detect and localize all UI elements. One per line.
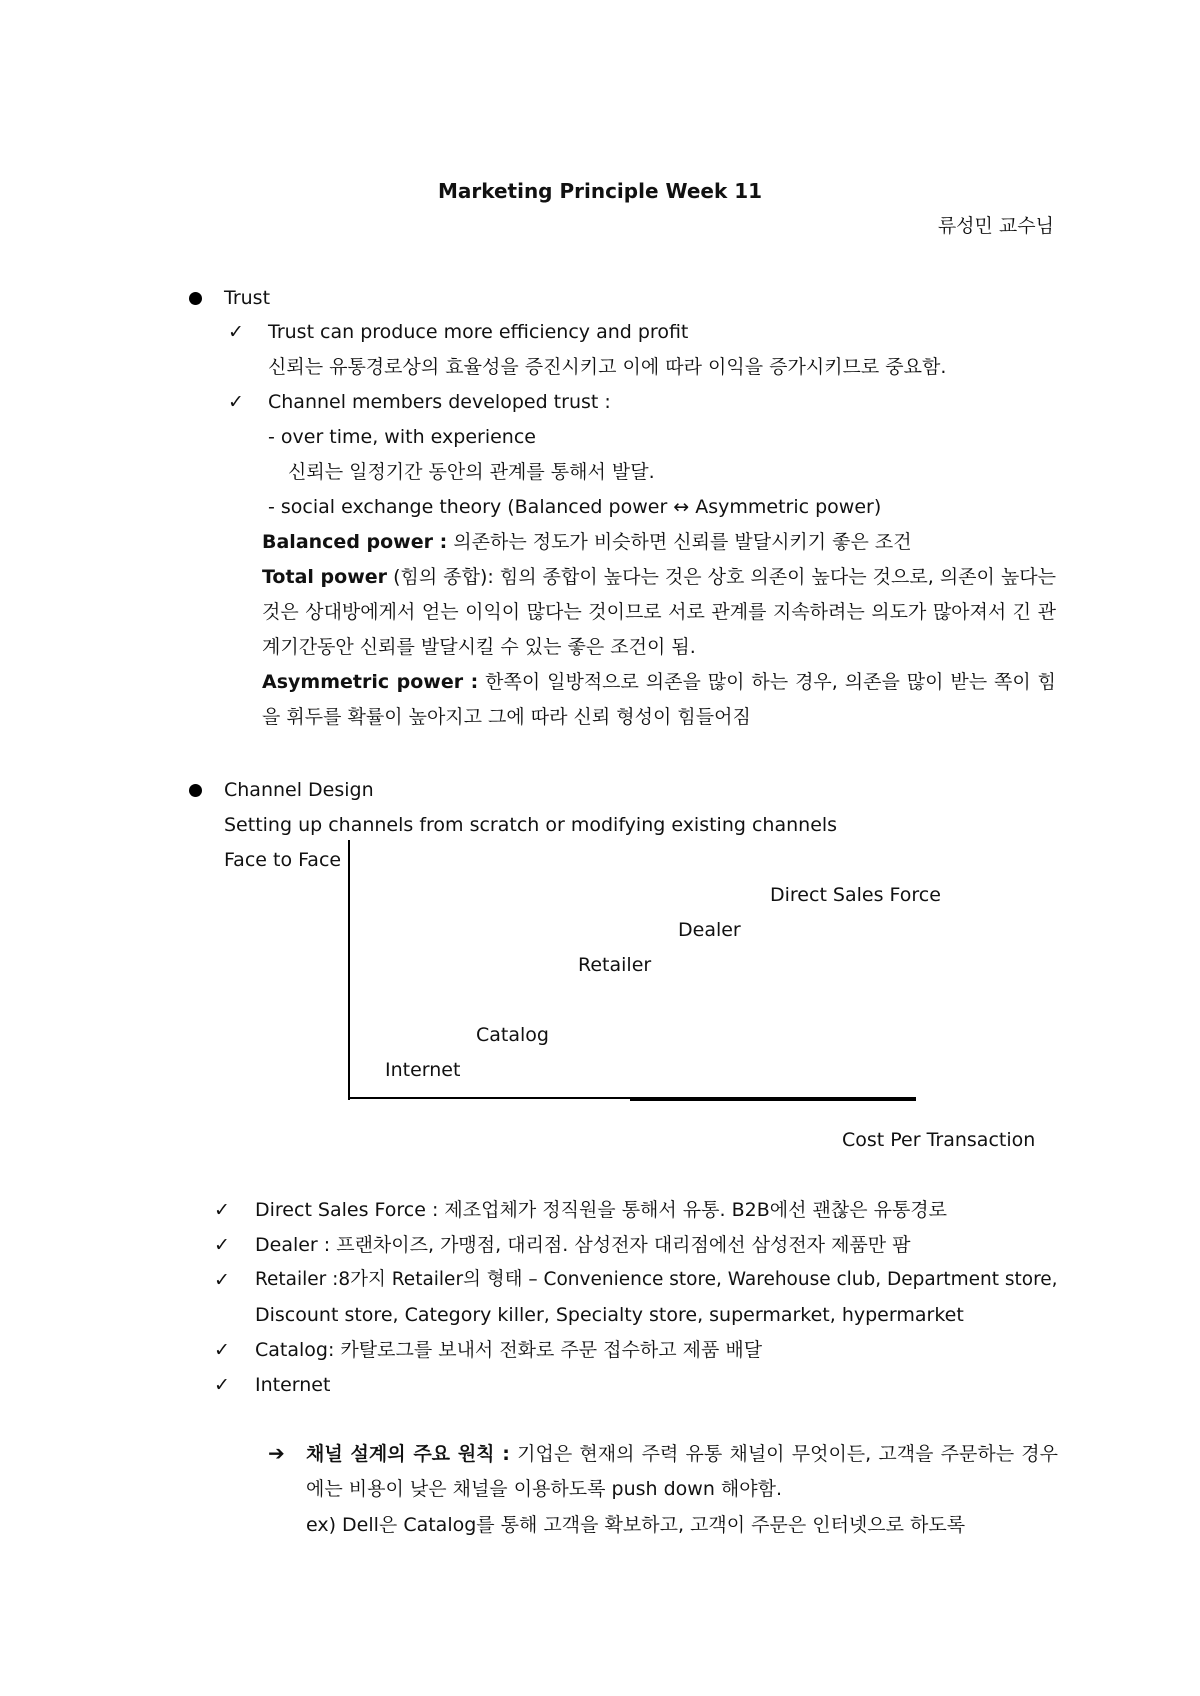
asymmetric-power-text: 한쪽이 일방적으로 의존을 많이 하는 경우, 의존을 많이 받는 쪽이 힘을 휘두를 확률이 높아지고 그에 따라 신뢰 형성이 힘들어짐 [262,671,1056,728]
chart-x-axis-label: Cost Per Transaction [842,1129,1036,1151]
trust-sub-2: - social exchange theory (Balanced power ↔ Asymmetric power) [268,496,882,518]
def-dealer [255,1233,911,1257]
def-dsf-label: Direct Sales Force : [255,1199,439,1221]
checkmark-icon: ✓ [214,1234,230,1256]
channel-subheading: Setting up channels from scratch or modifying existing channels [224,814,838,836]
principle-paragraph [306,1437,1058,1507]
def-dealer-text: 프랜차이즈, 가맹점, 대리점. 삼성전자 대리점에선 삼성전자 제품만 팜 [330,1234,911,1256]
total-power-paragraph [262,560,1056,665]
channel-heading: Channel Design [224,779,374,801]
def-retailer-text: 8가지 Retailer의 형태 – Convenience store, Warehouse club, Department store, [338,1269,1058,1290]
trust-sub-1-korean: 신뢰는 일정기간 동안의 관계를 통해서 발달. [288,461,655,483]
trust-item-2: Channel members developed trust : [268,391,611,413]
checkmark-icon: ✓ [228,391,244,413]
chart-point-direct-sales-force: Direct Sales Force [770,884,941,906]
def-catalog-text: 카탈로그를 보내서 전화로 주문 접수하고 제품 배달 [334,1339,763,1361]
checkmark-icon: ✓ [214,1339,230,1361]
trust-heading: Trust [224,287,271,309]
balanced-power-label: Balanced power : [262,531,448,553]
chart-point-dealer: Dealer [678,919,741,941]
trust-sub-1: - over time, with experience [268,426,536,448]
chart-y-axis-label: Face to Face [224,849,342,871]
def-direct-sales-force [255,1198,947,1222]
checkmark-icon: ✓ [214,1269,230,1291]
total-power-text: (힘의 종합): 힘의 종합이 높다는 것은 상호 의존이 높다는 것으로, 의존이 높다는 것은 상대방에게서 얻는 이익이 많다는 것이므로 서로 관계를 지속하려는 의도가 많아져서 긴 관계기간동안 신뢰를 발달시킬 수 있는 좋은 조건이 됨. [262,566,1057,658]
chart-point-internet: Internet [385,1059,461,1081]
principle-text: 기업은 현재의 주력 유통 채널이 무엇이든, 고객을 주문하는 경우에는 비용이 낮은 채널을 이용하도록 push down 해야함. [306,1443,1058,1500]
chart-point-retailer: Retailer [578,954,652,976]
trust-item-1-korean: 신뢰는 유통경로상의 효율성을 증진시키고 이에 따라 이익을 증가시키므로 중요함. [268,356,947,378]
chart-point-catalog: Catalog [476,1024,549,1046]
def-dealer-label: Dealer : [255,1234,331,1256]
asymmetric-power-paragraph [262,665,1056,735]
bullet-dot [189,292,202,305]
checkmark-icon: ✓ [228,321,244,343]
def-retailer-label: Retailer : [255,1269,339,1290]
page-title: Marketing Principle Week 11 [437,179,763,203]
def-catalog-label: Catalog: [255,1339,335,1361]
principle-example: ex) Dell은 Catalog를 통해 고객을 확보하고, 고객이 주문은 인터넷으로 하도록 [306,1514,966,1536]
def-internet: Internet [255,1374,331,1396]
chart-x-axis-thick [630,1097,916,1101]
def-catalog [255,1338,762,1362]
asymmetric-power-label: Asymmetric power : [262,671,479,693]
author-name: 류성민 교수님 [937,215,1054,237]
def-dsf-text: 제조업체가 정직원을 통해서 유통. B2B에선 괜찮은 유통경로 [438,1199,948,1221]
checkmark-icon: ✓ [214,1199,230,1221]
total-power-label: Total power [262,566,388,588]
checkmark-icon: ✓ [214,1374,230,1396]
balanced-power-text: 의존하는 정도가 비슷하면 신뢰를 발달시키기 좋은 조건 [447,531,912,553]
chart-y-axis [348,840,350,1100]
balanced-power-line [262,530,912,554]
arrow-right-icon: ➔ [268,1441,285,1465]
def-retailer [255,1268,1058,1292]
trust-item-1: Trust can produce more efficiency and profit [268,321,689,343]
def-retailer-cont: Discount store, Category killer, Specialty store, supermarket, hypermarket [255,1304,964,1326]
bullet-dot [189,784,202,797]
principle-label: 채널 설계의 주요 원칙 : [306,1443,510,1465]
